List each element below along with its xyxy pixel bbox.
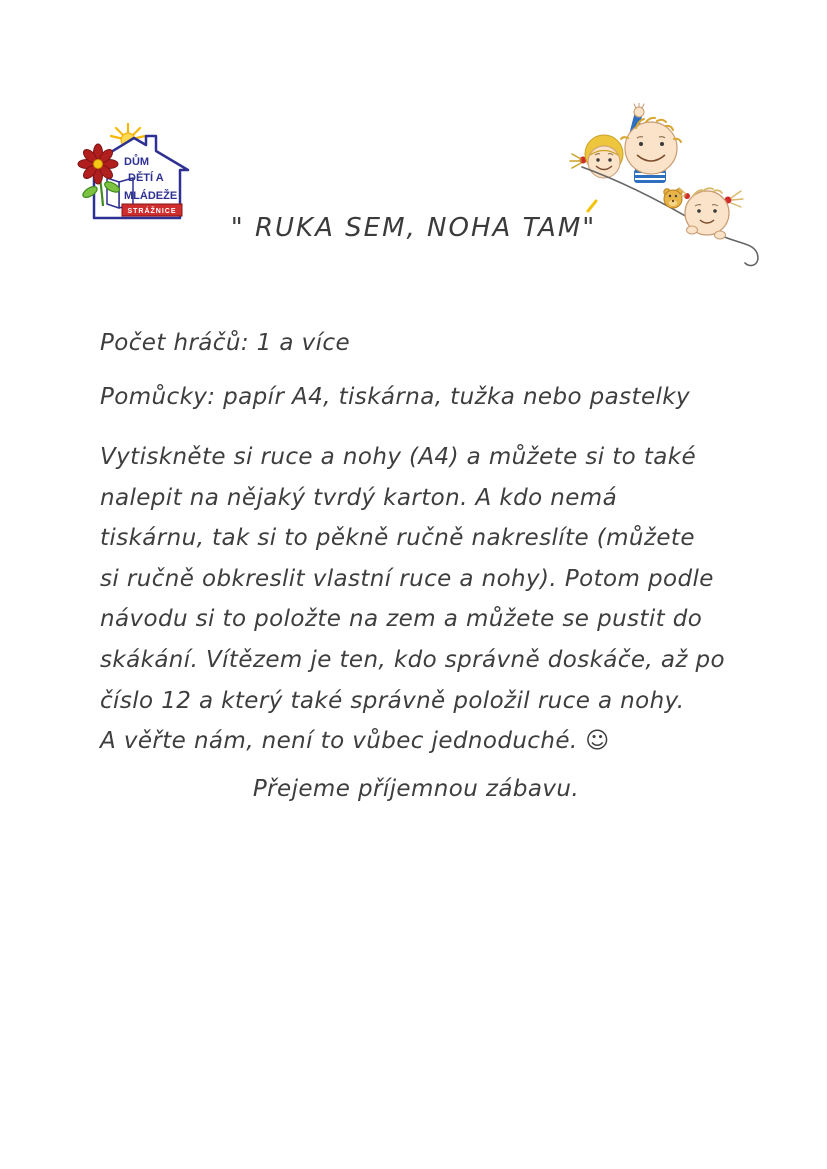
paragraph-line: tiskárnu, tak si to pěkně ručně nakreslíte (můžete (100, 525, 695, 552)
children-illustration (566, 103, 794, 271)
boy-figure (621, 103, 681, 183)
paragraph-line: si ručně obkreslit vlastní ruce a nohy). Potom podle (100, 565, 714, 592)
closing-line: Přejeme příjemnou zábavu. (252, 776, 580, 802)
tools-line: Pomůcky: papír A4, tiskárna, tužka nebo pastelky (100, 384, 691, 410)
players-line: Počet hráčů: 1 a více (100, 330, 351, 356)
logo-city-label: STRÁŽNICE (127, 208, 177, 215)
page-title: " RUKA SEM, NOHA TAM" (230, 213, 597, 243)
teddy-bear-icon (664, 189, 682, 208)
paragraph-line: Vytiskněte si ruce a nohy (A4) a můžete si to také (100, 444, 697, 470)
paragraph-line: návodu si to položte na zem a můžete se pustit do (100, 606, 703, 633)
ddm-logo-graphic (76, 122, 201, 226)
logo-word-deti: DĚTÍ A (128, 172, 164, 184)
paragraph-line: číslo 12 a který také správně položil ruce a nohy. (100, 687, 685, 714)
logo-word-dum: DŮM (124, 156, 150, 168)
paragraph-line: skákání. Vítězem je ten, kdo správně doskáče, až po (100, 646, 725, 673)
logo-word-mladeze: MLÁDEŽE (124, 190, 178, 202)
paragraph-line: A věřte nám, není to vůbec jednoduché. ☺ (100, 728, 610, 755)
instructions-paragraph (100, 437, 732, 762)
paragraph-line: nalepit na nějaký tvrdý karton. A kdo nemá (100, 484, 618, 511)
children-illustration-graphic (566, 103, 794, 271)
ddm-logo (76, 122, 201, 226)
